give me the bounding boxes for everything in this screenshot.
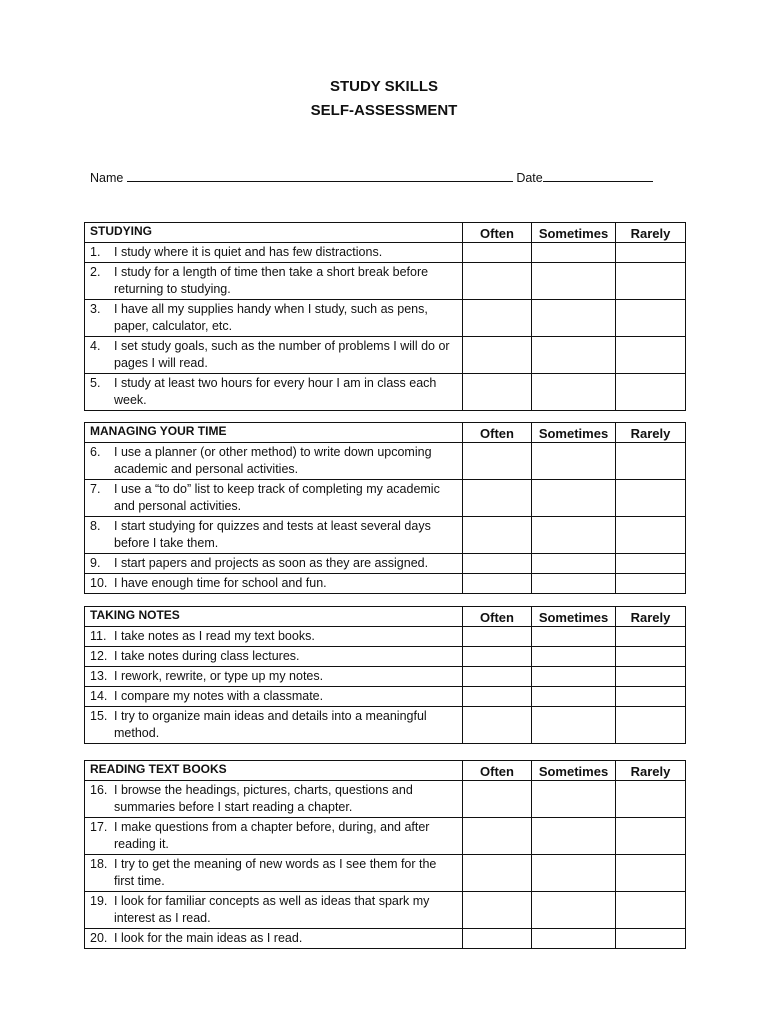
checkbox-cell-rarely[interactable] bbox=[616, 517, 686, 554]
item-statement bbox=[85, 374, 463, 411]
column-header-often: Often bbox=[463, 761, 532, 781]
checkbox-cell-often[interactable] bbox=[463, 627, 532, 647]
table-row bbox=[85, 855, 686, 892]
item-number: 3. bbox=[90, 302, 101, 316]
column-header-sometimes: Sometimes bbox=[532, 761, 616, 781]
checkbox-cell-often[interactable] bbox=[463, 855, 532, 892]
page-title: STUDY SKILLS bbox=[329, 78, 439, 95]
name-label: Name bbox=[90, 171, 124, 185]
item-number: 11. bbox=[90, 629, 107, 643]
checkbox-cell-sometimes[interactable] bbox=[532, 892, 616, 929]
item-text: I start studying for quizzes and tests at least several days before I take them. bbox=[114, 519, 431, 550]
item-text: I try to get the meaning of new words as I see them for the first time. bbox=[114, 857, 437, 888]
section-table-3 bbox=[84, 760, 686, 949]
item-number: 6. bbox=[90, 445, 101, 459]
checkbox-cell-sometimes[interactable] bbox=[532, 707, 616, 744]
item-number: 1. bbox=[90, 245, 101, 259]
checkbox-cell-sometimes[interactable] bbox=[532, 480, 616, 517]
section-header-row bbox=[85, 223, 686, 243]
item-number: 15. bbox=[90, 709, 108, 723]
table-row bbox=[85, 337, 686, 374]
checkbox-cell-often[interactable] bbox=[463, 687, 532, 707]
checkbox-cell-sometimes[interactable] bbox=[532, 818, 616, 855]
name-field[interactable] bbox=[127, 169, 513, 182]
item-statement bbox=[85, 517, 463, 554]
item-text: I take notes during class lectures. bbox=[114, 649, 300, 663]
table-row bbox=[85, 443, 686, 480]
column-header-sometimes: Sometimes bbox=[532, 607, 616, 627]
table-row bbox=[85, 781, 686, 818]
table-row bbox=[85, 818, 686, 855]
table-row bbox=[85, 627, 686, 647]
checkbox-cell-sometimes[interactable] bbox=[532, 574, 616, 594]
item-text: I have enough time for school and fun. bbox=[114, 576, 327, 590]
item-text: I set study goals, such as the number of problems I will do or pages I will read. bbox=[114, 339, 450, 370]
item-text: I have all my supplies handy when I study, such as pens, paper, calculator, etc. bbox=[114, 302, 428, 333]
item-text: I use a planner (or other method) to write down upcoming academic and personal activities. bbox=[114, 445, 432, 476]
item-statement bbox=[85, 929, 463, 949]
item-text: I browse the headings, pictures, charts, questions and summaries before I start reading a chapter. bbox=[114, 783, 413, 814]
item-statement bbox=[85, 243, 463, 263]
item-number: 4. bbox=[90, 339, 101, 353]
item-number: 17. bbox=[90, 820, 108, 834]
item-text: I rework, rewrite, or type up my notes. bbox=[114, 669, 324, 683]
checkbox-cell-often[interactable] bbox=[463, 554, 532, 574]
table-row bbox=[85, 574, 686, 594]
column-header-sometimes: Sometimes bbox=[532, 423, 616, 443]
item-number: 2. bbox=[90, 265, 101, 279]
checkbox-cell-often[interactable] bbox=[463, 707, 532, 744]
checkbox-cell-rarely[interactable] bbox=[616, 667, 686, 687]
checkbox-cell-sometimes[interactable] bbox=[532, 517, 616, 554]
item-text: I study for a length of time then take a short break before returning to studying. bbox=[114, 265, 429, 296]
checkbox-cell-often[interactable] bbox=[463, 574, 532, 594]
checkbox-cell-rarely[interactable] bbox=[616, 781, 686, 818]
checkbox-cell-often[interactable] bbox=[463, 892, 532, 929]
item-text: I start papers and projects as soon as they are assigned. bbox=[114, 556, 429, 570]
item-text: I try to organize main ideas and details into a meaningful method. bbox=[114, 709, 427, 740]
item-text: I take notes as I read my text books. bbox=[114, 629, 315, 643]
table-row bbox=[85, 554, 686, 574]
checkbox-cell-rarely[interactable] bbox=[616, 243, 686, 263]
checkbox-cell-often[interactable] bbox=[463, 929, 532, 949]
item-text: I study where it is quiet and has few distractions. bbox=[114, 245, 383, 259]
checkbox-cell-rarely[interactable] bbox=[616, 707, 686, 744]
checkbox-cell-rarely[interactable] bbox=[616, 337, 686, 374]
item-number: 9. bbox=[90, 556, 101, 570]
item-statement bbox=[85, 480, 463, 517]
item-text: I look for familiar concepts as well as ideas that spark my interest as I read. bbox=[114, 894, 430, 925]
column-header-often: Often bbox=[463, 607, 532, 627]
item-number: 5. bbox=[90, 376, 101, 390]
column-header-rarely: Rarely bbox=[616, 761, 686, 781]
item-text: I study at least two hours for every hour I am in class each week. bbox=[114, 376, 437, 407]
item-statement bbox=[85, 647, 463, 667]
table-row bbox=[85, 687, 686, 707]
table-row bbox=[85, 892, 686, 929]
table-row bbox=[85, 263, 686, 300]
checkbox-cell-rarely[interactable] bbox=[616, 374, 686, 411]
item-number: 8. bbox=[90, 519, 101, 533]
checkbox-cell-sometimes[interactable] bbox=[532, 554, 616, 574]
checkbox-cell-rarely[interactable] bbox=[616, 855, 686, 892]
item-text: I look for the main ideas as I read. bbox=[114, 931, 303, 945]
column-header-rarely: Rarely bbox=[616, 223, 686, 243]
item-number: 7. bbox=[90, 482, 101, 496]
checkbox-cell-sometimes[interactable] bbox=[532, 627, 616, 647]
item-statement bbox=[85, 554, 463, 574]
checkbox-cell-sometimes[interactable] bbox=[532, 647, 616, 667]
checkbox-cell-often[interactable] bbox=[463, 263, 532, 300]
table-row bbox=[85, 517, 686, 554]
table-row bbox=[85, 374, 686, 411]
item-statement bbox=[85, 443, 463, 480]
item-statement bbox=[85, 707, 463, 744]
checkbox-cell-often[interactable] bbox=[463, 781, 532, 818]
table-row bbox=[85, 647, 686, 667]
item-statement bbox=[85, 687, 463, 707]
column-header-often: Often bbox=[463, 423, 532, 443]
section-title: READING TEXT BOOKS bbox=[85, 761, 463, 781]
checkbox-cell-sometimes[interactable] bbox=[532, 781, 616, 818]
section-title: STUDYING bbox=[85, 223, 463, 243]
checkbox-cell-rarely[interactable] bbox=[616, 687, 686, 707]
checkbox-cell-sometimes[interactable] bbox=[532, 443, 616, 480]
checkbox-cell-often[interactable] bbox=[463, 480, 532, 517]
item-number: 10. bbox=[90, 576, 108, 590]
table-row bbox=[85, 300, 686, 337]
checkbox-cell-rarely[interactable] bbox=[616, 480, 686, 517]
section-header-row bbox=[85, 607, 686, 627]
item-number: 19. bbox=[90, 894, 108, 908]
item-number: 20. bbox=[90, 931, 108, 945]
item-number: 12. bbox=[90, 649, 108, 663]
item-statement bbox=[85, 300, 463, 337]
column-header-sometimes: Sometimes bbox=[532, 223, 616, 243]
page-subtitle: SELF-ASSESSMENT bbox=[310, 102, 458, 119]
checkbox-cell-often[interactable] bbox=[463, 667, 532, 687]
section-title: MANAGING YOUR TIME bbox=[85, 423, 463, 443]
checkbox-cell-sometimes[interactable] bbox=[532, 374, 616, 411]
section-header-row bbox=[85, 423, 686, 443]
item-number: 16. bbox=[90, 783, 108, 797]
checkbox-cell-sometimes[interactable] bbox=[532, 263, 616, 300]
column-header-rarely: Rarely bbox=[616, 423, 686, 443]
item-text: I use a “to do” list to keep track of completing my academic and personal activities. bbox=[114, 482, 440, 513]
checkbox-cell-sometimes[interactable] bbox=[532, 929, 616, 949]
checkbox-cell-rarely[interactable] bbox=[616, 627, 686, 647]
checkbox-cell-rarely[interactable] bbox=[616, 892, 686, 929]
table-row bbox=[85, 480, 686, 517]
item-statement bbox=[85, 818, 463, 855]
checkbox-cell-often[interactable] bbox=[463, 818, 532, 855]
item-text: I make questions from a chapter before, during, and after reading it. bbox=[114, 820, 430, 851]
checkbox-cell-sometimes[interactable] bbox=[532, 855, 616, 892]
table-row bbox=[85, 667, 686, 687]
item-statement bbox=[85, 667, 463, 687]
table-row bbox=[85, 929, 686, 949]
section-title: TAKING NOTES bbox=[85, 607, 463, 627]
checkbox-cell-sometimes[interactable] bbox=[532, 300, 616, 337]
item-statement bbox=[85, 892, 463, 929]
checkbox-cell-sometimes[interactable] bbox=[532, 667, 616, 687]
checkbox-cell-often[interactable] bbox=[463, 647, 532, 667]
checkbox-cell-often[interactable] bbox=[463, 443, 532, 480]
section-header-row bbox=[85, 761, 686, 781]
checkbox-cell-rarely[interactable] bbox=[616, 818, 686, 855]
checkbox-cell-often[interactable] bbox=[463, 517, 532, 554]
table-row bbox=[85, 707, 686, 744]
date-label: Date bbox=[516, 171, 543, 185]
table-row bbox=[85, 243, 686, 263]
item-number: 13. bbox=[90, 669, 108, 683]
item-number: 14. bbox=[90, 689, 108, 703]
checkbox-cell-sometimes[interactable] bbox=[532, 243, 616, 263]
section-table-0 bbox=[84, 222, 686, 411]
name-date-line bbox=[90, 169, 690, 187]
checkbox-cell-rarely[interactable] bbox=[616, 554, 686, 574]
checkbox-cell-rarely[interactable] bbox=[616, 929, 686, 949]
checkbox-cell-rarely[interactable] bbox=[616, 647, 686, 667]
item-text: I compare my notes with a classmate. bbox=[114, 689, 324, 703]
item-statement bbox=[85, 627, 463, 647]
checkbox-cell-often[interactable] bbox=[463, 243, 532, 263]
section-table-1 bbox=[84, 422, 686, 594]
checkbox-cell-sometimes[interactable] bbox=[532, 687, 616, 707]
checkbox-cell-often[interactable] bbox=[463, 300, 532, 337]
checkbox-cell-often[interactable] bbox=[463, 337, 532, 374]
date-field[interactable] bbox=[543, 169, 653, 182]
checkbox-cell-rarely[interactable] bbox=[616, 443, 686, 480]
checkbox-cell-rarely[interactable] bbox=[616, 263, 686, 300]
checkbox-cell-rarely[interactable] bbox=[616, 574, 686, 594]
section-table-2 bbox=[84, 606, 686, 744]
item-statement bbox=[85, 855, 463, 892]
column-header-rarely: Rarely bbox=[616, 607, 686, 627]
checkbox-cell-often[interactable] bbox=[463, 374, 532, 411]
checkbox-cell-rarely[interactable] bbox=[616, 300, 686, 337]
item-statement bbox=[85, 337, 463, 374]
item-statement bbox=[85, 263, 463, 300]
column-header-often: Often bbox=[463, 223, 532, 243]
checkbox-cell-sometimes[interactable] bbox=[532, 337, 616, 374]
item-statement bbox=[85, 781, 463, 818]
item-number: 18. bbox=[90, 857, 108, 871]
item-statement bbox=[85, 574, 463, 594]
